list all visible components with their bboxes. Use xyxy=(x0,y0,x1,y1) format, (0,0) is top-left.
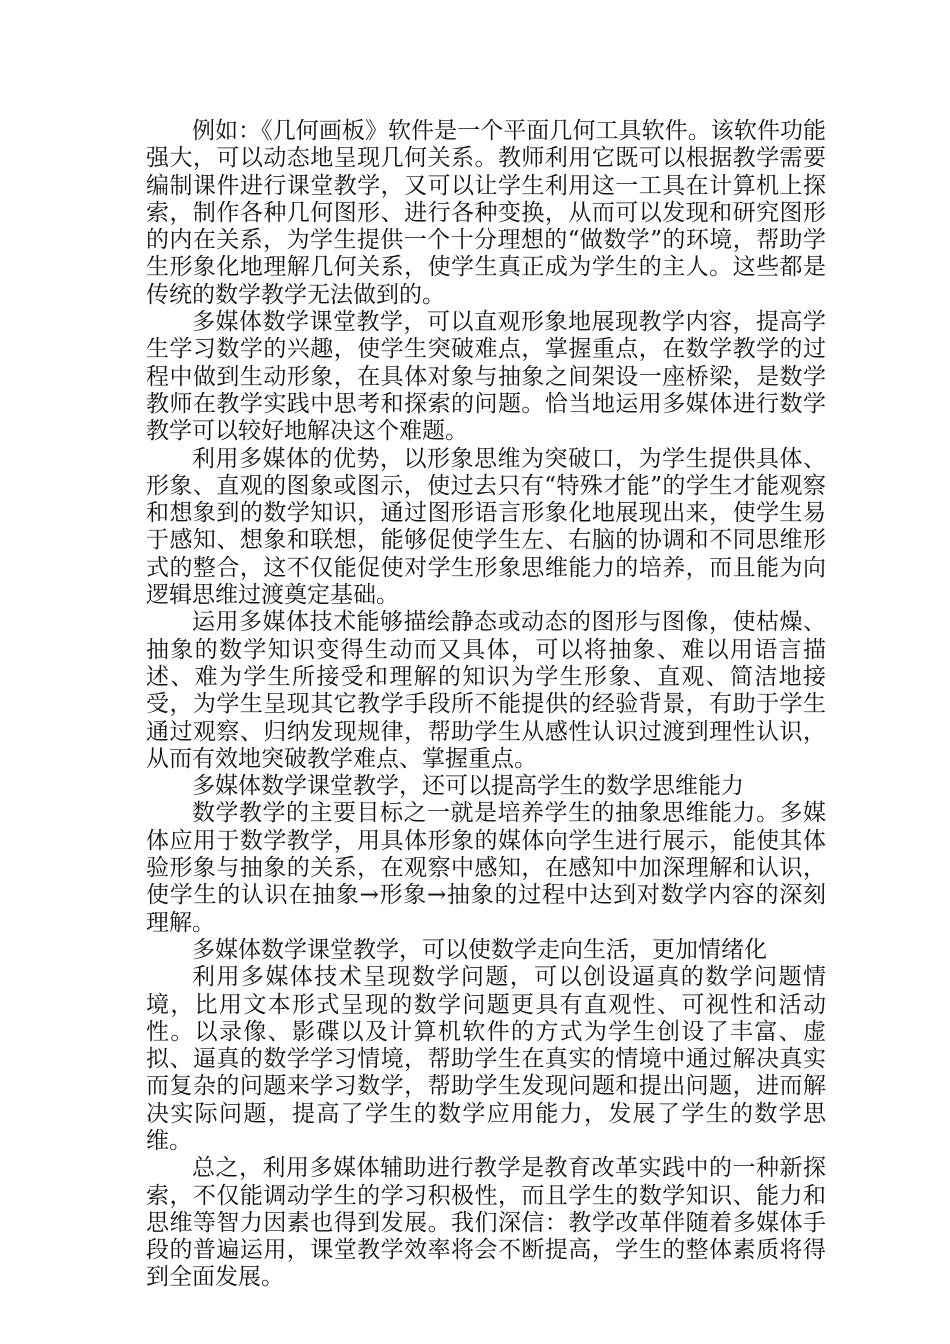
paragraph-static-dynamic-graphics: 运用多媒体技术能够描绘静态或动态的图形与图像，使枯燥、抽象的数学知识变得生动而又具体，可以将抽象、难以用语言描述、难为学生所接受和理解的知识为学生形象、直观、简洁地接受，为学生呈现其它教学手段所不能提供的经验背景，有助于学生通过观察、归纳发现规律，帮助学生从感性认识过渡到理性认识，从而有效地突破教学难点、掌握重点。 xyxy=(146,609,826,772)
paragraph-image-thinking: 利用多媒体的优势，以形象思维为突破口，为学生提供具体、形象、直观的图象或图示，使过去只有“特殊才能”的学生才能观察和想象到的数学知识，通过图形语言形象化地展现出来，使学生易于感知、想象和联想，能够促使学生左、右脑的协调和不同思维形式的整合，这不仅能促使对学生形象思维能力的培养，而且能为向逻辑思维过渡奠定基础。 xyxy=(146,445,826,609)
paragraph-geometry-sketchpad: 例如：《几何画板》软件是一个平面几何工具软件。该软件功能强大，可以动态地呈现几何关系。教师利用它既可以根据教学需要编制课件进行课堂教学，又可以让学生利用这一工具在计算机上探索，制作各种几何图形、进行各种变换，从而可以发现和研究图形的内在关系，为学生提供一个十分理想的“做数学”的环境，帮助学生形象化地理解几何关系，使学生真正成为学生的主人。这些都是传统的数学教学无法做到的。 xyxy=(146,118,826,308)
paragraph-abstract-thinking: 数学教学的主要目标之一就是培养学生的抽象思维能力。多媒体应用于数学教学，用具体形象的媒体向学生进行展示，能使其体验形象与抽象的关系，在观察中感知，在感知中加深理解和认识，使学生的认识在抽象→形象→抽象的过程中达到对数学内容的深刻理解。 xyxy=(146,800,826,936)
heading-math-life: 多媒体数学课堂教学，可以使数学走向生活，更加情绪化 xyxy=(192,936,767,963)
paragraph-intuitive-presentation: 多媒体数学课堂教学，可以直观形象地展现教学内容，提高学生学习数学的兴趣，使学生突破难点，掌握重点，在数学教学的过程中做到生动形象，在具体对象与抽象之间架设一座桥梁，是数学教师在教学实践中思考和探索的问题。恰当地运用多媒体进行数学教学可以较好地解决这个难题。 xyxy=(146,309,826,445)
paragraph-problem-situations: 利用多媒体技术呈现数学问题，可以创设逼真的数学问题情境，比用文本形式呈现的数学问题更具有直观性、可视性和活动性。以录像、影碟以及计算机软件的方式为学生创设了丰富、虚拟、逼真的数学学习情境，帮助学生在真实的情境中通过解决真实而复杂的问题来学习数学，帮助学生发现问题和提出问题，进而解决实际问题，提高了学生的数学应用能力，发展了学生的数学思维。 xyxy=(146,964,826,1154)
paragraph-conclusion: 总之，利用多媒体辅助进行教学是教育改革实践中的一种新探索，不仅能调动学生的学习积极性，而且学生的数学知识、能力和思维等智力因素也得到发展。我们深信：教学改革伴随着多媒体手段的普遍运用，课堂教学效率将会不断提高，学生的整体素质将得到全面发展。 xyxy=(146,1155,826,1291)
heading-math-thinking: 多媒体数学课堂教学，还可以提高学生的数学思维能力 xyxy=(192,773,744,800)
document-body xyxy=(146,118,826,1292)
